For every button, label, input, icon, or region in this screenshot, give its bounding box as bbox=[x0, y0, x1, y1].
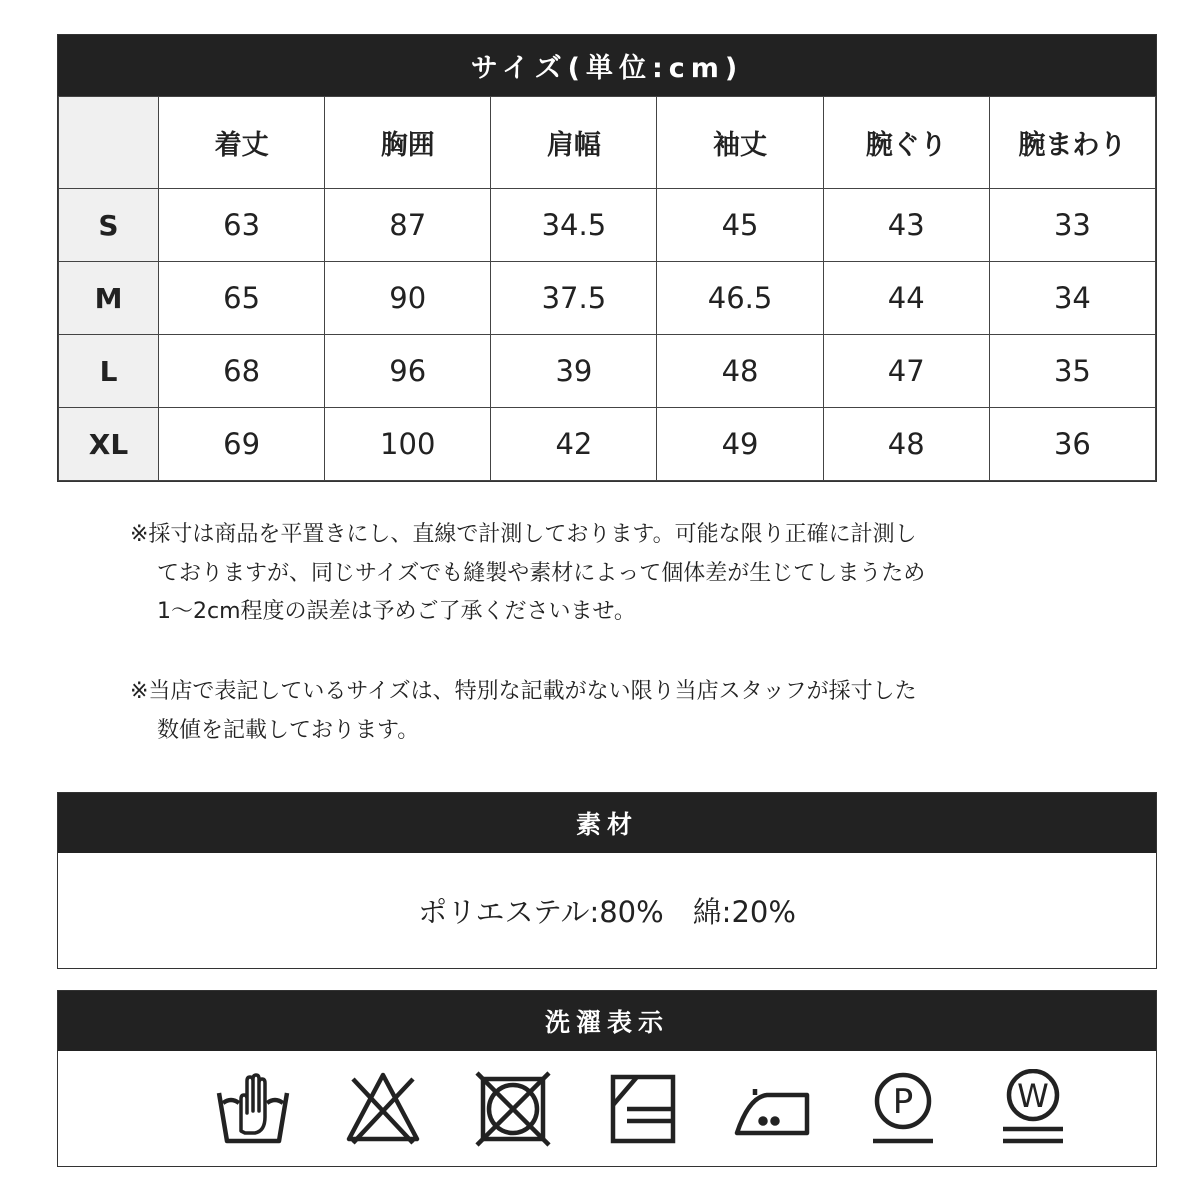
table-cell: 43 bbox=[823, 189, 989, 262]
table-cell: 46.5 bbox=[657, 262, 823, 335]
table-cell: 48 bbox=[657, 335, 823, 408]
table-cell: 34 bbox=[989, 262, 1155, 335]
material-panel bbox=[57, 792, 1157, 969]
column-header: 腕ぐり bbox=[823, 97, 989, 189]
column-header: 肩幅 bbox=[491, 97, 657, 189]
table-cell: 37.5 bbox=[491, 262, 657, 335]
column-header: 腕まわり bbox=[989, 97, 1155, 189]
measurement-note bbox=[130, 516, 1110, 632]
table-cell: 42 bbox=[491, 408, 657, 481]
table-cell: 63 bbox=[159, 189, 325, 262]
table-row bbox=[59, 262, 1156, 335]
hand-wash-icon bbox=[188, 1064, 318, 1154]
row-header-size: XL bbox=[59, 408, 159, 481]
dry-clean-letter: P bbox=[892, 1081, 914, 1122]
column-header: 胸囲 bbox=[325, 97, 491, 189]
table-cell: 35 bbox=[989, 335, 1155, 408]
note-line: 1〜2cm程度の誤差は予めご了承くださいませ。 bbox=[157, 599, 636, 624]
size-table-corner bbox=[59, 97, 159, 189]
care-label-panel bbox=[57, 990, 1157, 1167]
column-header: 着丈 bbox=[159, 97, 325, 189]
dry-clean-p-icon bbox=[838, 1064, 968, 1154]
size-table-title: サイズ(単位:cm) bbox=[58, 35, 1156, 96]
table-cell: 96 bbox=[325, 335, 491, 408]
table-row bbox=[59, 189, 1156, 262]
line-dry-shade-icon bbox=[578, 1064, 708, 1154]
row-header-size: S bbox=[59, 189, 159, 262]
note-line: ておりますが、同じサイズでも縫製や素材によって個体差が生じてしまうため bbox=[157, 560, 926, 586]
table-cell: 33 bbox=[989, 189, 1155, 262]
material-title: 素材 bbox=[58, 793, 1156, 853]
row-header-size: M bbox=[59, 262, 159, 335]
iron-low-temp-icon bbox=[708, 1064, 838, 1154]
table-cell: 49 bbox=[657, 408, 823, 481]
no-tumble-dry-icon bbox=[448, 1064, 578, 1154]
table-cell: 68 bbox=[159, 335, 325, 408]
no-bleach-icon bbox=[318, 1064, 448, 1154]
table-cell: 65 bbox=[159, 262, 325, 335]
size-table bbox=[58, 96, 1156, 481]
table-cell: 87 bbox=[325, 189, 491, 262]
size-table-header-row bbox=[59, 97, 1156, 189]
wet-clean-w-icon bbox=[968, 1064, 1098, 1154]
table-cell: 100 bbox=[325, 408, 491, 481]
table-cell: 48 bbox=[823, 408, 989, 481]
table-cell: 45 bbox=[657, 189, 823, 262]
care-label-title: 洗濯表示 bbox=[58, 991, 1156, 1051]
column-header: 袖丈 bbox=[657, 97, 823, 189]
size-table-panel bbox=[57, 34, 1157, 482]
table-cell: 36 bbox=[989, 408, 1155, 481]
table-row bbox=[59, 408, 1156, 481]
material-composition: ポリエステル:80% 綿:20% bbox=[418, 895, 796, 929]
table-cell: 34.5 bbox=[491, 189, 657, 262]
note-line: ※当店で表記しているサイズは、特別な記載がない限り当店スタッフが採寸した bbox=[130, 679, 917, 704]
table-cell: 44 bbox=[823, 262, 989, 335]
note-line: 数値を記載しております。 bbox=[157, 717, 420, 743]
table-cell: 39 bbox=[491, 335, 657, 408]
note-line: ※採寸は商品を平置きにし、直線で計測しております。可能な限り正確に計測し bbox=[130, 522, 917, 547]
row-header-size: L bbox=[59, 335, 159, 408]
table-cell: 47 bbox=[823, 335, 989, 408]
care-icons-row bbox=[58, 1051, 1156, 1166]
table-cell: 69 bbox=[159, 408, 325, 481]
table-row bbox=[59, 335, 1156, 408]
size-source-note bbox=[130, 673, 1110, 750]
table-cell: 90 bbox=[325, 262, 491, 335]
wet-clean-letter: W bbox=[1017, 1076, 1049, 1115]
